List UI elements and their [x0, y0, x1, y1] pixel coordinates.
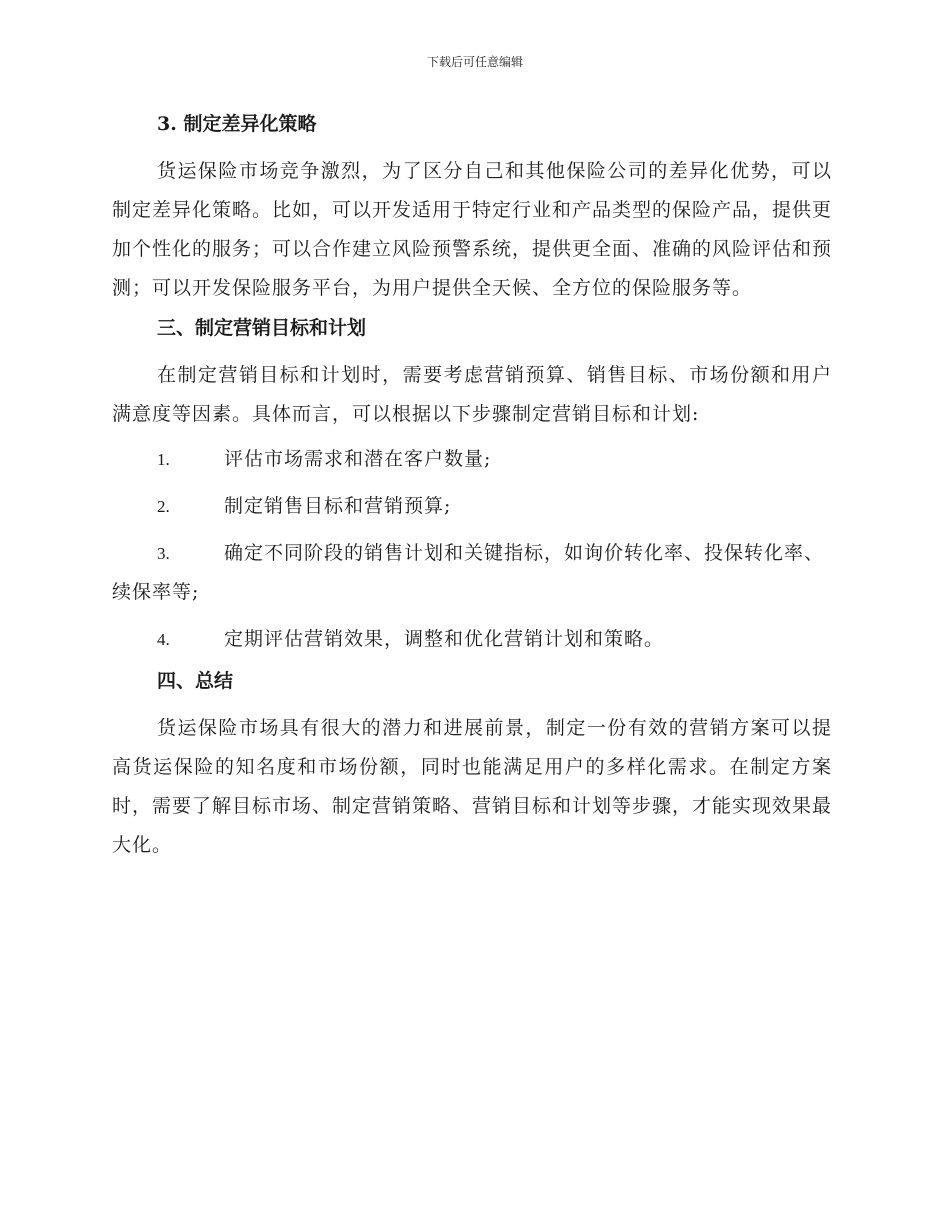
list-item-number: 1. — [157, 450, 170, 469]
section-marketing-goals — [112, 314, 832, 659]
section-differentiation-strategy — [112, 110, 832, 308]
section-summary — [112, 667, 832, 865]
section-heading: 四、总结 — [157, 670, 234, 692]
list-item — [112, 487, 832, 526]
section-paragraph: 货运保险市场竞争激烈，为了区分自己和其他保险公司的差异化优势，可以制定差异化策略。比如，可以开发适用于特定行业和产品类型的保险产品，提供更加个性化的服务；可以合作建立风险预警系统，提供更全面、准确的风险评估和预测；可以开发保险服务平台，为用户提供全天候、全方位的保险服务等。 — [112, 160, 833, 299]
list-item-number: 2. — [157, 497, 170, 516]
section-heading: 3. 制定差异化策略 — [157, 113, 317, 135]
list-item — [112, 620, 832, 659]
steps-list — [112, 440, 832, 659]
section-paragraph: 货运保险市场具有很大的潜力和进展前景，制定一份有效的营销方案可以提高货运保险的知名度和市场份额，同时也能满足用户的多样化需求。在制定方案时，需要了解目标市场、制定营销策略、营销目标和计划等步骤，才能实现效果最大化。 — [112, 717, 833, 856]
list-item — [112, 534, 832, 612]
document-body — [112, 110, 832, 871]
list-item-text: 定期评估营销效果，调整和优化营销计划和策略。 — [224, 628, 665, 650]
list-item-number: 3. — [157, 544, 170, 563]
section-paragraph: 在制定营销目标和计划时，需要考虑营销预算、销售目标、市场份额和用户满意度等因素。具体而言，可以根据以下步骤制定营销目标和计划: — [112, 364, 832, 425]
section-heading: 三、制定营销目标和计划 — [157, 317, 367, 339]
list-item-text: 制定销售目标和营销预算; — [224, 495, 452, 517]
list-item-text: 确定不同阶段的销售计划和关键指标，如询价转化率、投保转化率、续保率等; — [112, 542, 825, 603]
list-item-text: 评估市场需求和潜在客户数量; — [224, 448, 492, 470]
page-header: 下载后可任意编辑 — [426, 55, 523, 69]
list-item-number: 4. — [157, 630, 170, 649]
list-item — [112, 440, 832, 479]
